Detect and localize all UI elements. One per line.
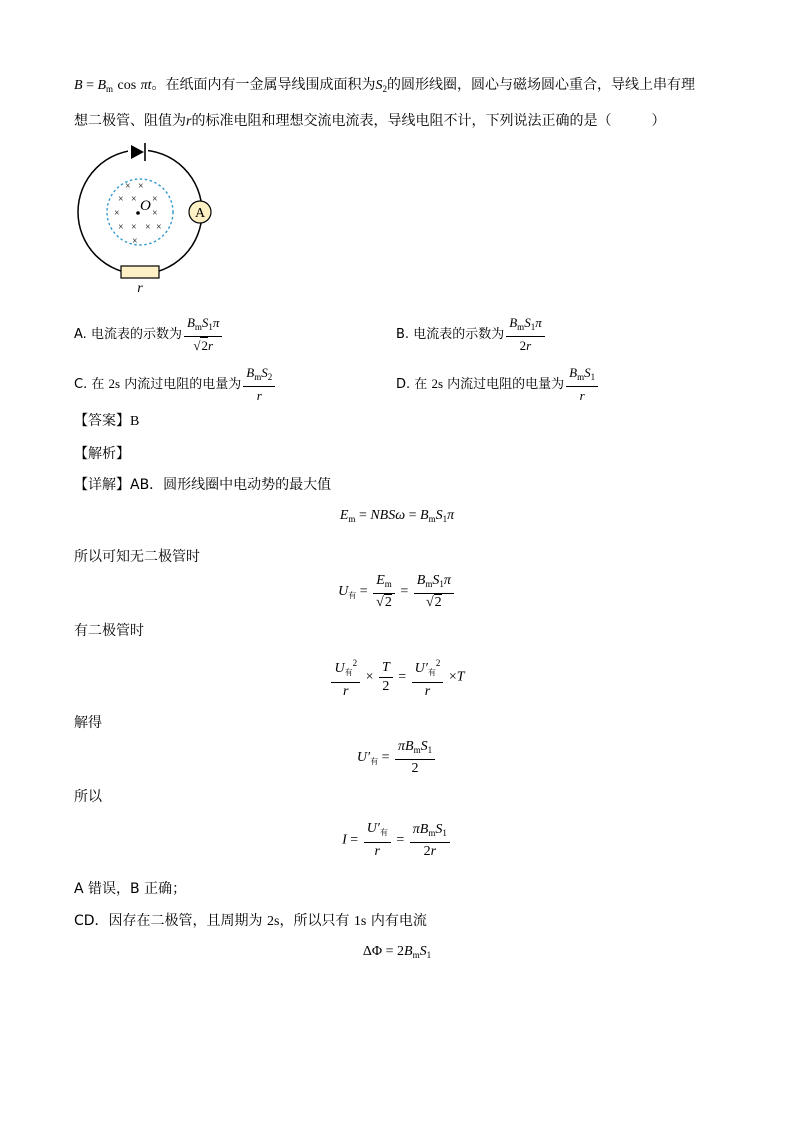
center-label: O (140, 198, 151, 214)
field-cross: × (138, 181, 144, 192)
diode-icon (128, 143, 148, 161)
text-solve: 解得 (74, 715, 102, 731)
equation-emf: $E_m = NBS\omega = B_mS_1\pi$ (339, 508, 455, 524)
field-cross: × (152, 194, 158, 205)
text-no-diode: 所以可知无二极管时 (74, 549, 200, 565)
option-c[interactable]: C. 在 2s 内流过电阻的电量为 $\frac{B_mS_2}{r}$ (74, 364, 277, 405)
resistor-label: r (137, 281, 143, 296)
field-cross: × (118, 222, 124, 233)
text-cd: CD．因存在二极管，且周期为 2s，所以只有 1s 内有电流 (74, 913, 427, 929)
text-therefore: 所以 (74, 789, 102, 805)
question-line-1: $B = B_m$ cos πt。在纸面内有一金属导线围成面积为$S_2$的圆形线圈，圆心与磁场圆心重合，导线上串有理 (74, 77, 696, 94)
formula-b: B (74, 78, 83, 93)
resistor-icon (121, 266, 159, 278)
ammeter-label: A (194, 206, 206, 221)
option-c-fraction: $\frac{B_mS_2}{r}$ (243, 364, 275, 405)
equation-u-eff: $U_有$ = $\frac{E_m}{√2}$ = $\frac{B_mS_1\pi}{√2}$ (0, 572, 794, 612)
text-conclusion-ab: A 错误，B 正确； (74, 881, 187, 897)
option-a-fraction: $\frac{B_mS_1\pi}{√2r}$ (184, 314, 222, 355)
option-d[interactable]: D. 在 2s 内流过电阻的电量为 $\frac{B_mS_1}{r}$ (396, 364, 600, 405)
text-with-diode: 有二极管时 (74, 623, 144, 639)
option-a[interactable]: A. 电流表的示数为 $\frac{B_mS_1\pi}{√2r}$ (74, 314, 224, 355)
ammeter-icon (189, 201, 211, 223)
field-cross: × (131, 194, 137, 205)
equation-energy: $\frac{U_有^2}{r}$ × $\frac{T}{2}$ = $\frac{U'_有^2}{r}$ ×T (0, 654, 794, 701)
question-line-2: 想二极管、阻值为r的标准电阻和理想交流电流表，导线电阻不计，下列说法正确的是（ ） (74, 113, 666, 129)
equation-u-prime: $U'_有$ = $\frac{\pi B_mS_1}{2}$ (0, 738, 794, 778)
field-cross: × (114, 208, 120, 219)
field-cross: × (131, 222, 137, 233)
detail-line: 【详解】AB．圆形线圈中电动势的最大值 (74, 477, 332, 493)
circuit-diagram (70, 138, 230, 298)
field-cross: × (132, 236, 138, 247)
field-cross: × (125, 181, 131, 192)
field-cross: × (145, 222, 151, 233)
analysis-heading: 【解析】 (74, 446, 130, 462)
field-cross: × (156, 222, 162, 233)
option-b-fraction: $\frac{B_mS_1\pi}{2r}$ (506, 314, 544, 355)
field-cross: × (118, 194, 124, 205)
equation-flux-change: $\Delta\Phi = 2B_mS_1$ (362, 944, 432, 960)
field-cross: × (152, 208, 158, 219)
equation-current: I = $\frac{U'_有}{r}$ = $\frac{\pi B_mS_1}{2r}$ (0, 820, 794, 861)
answer-line: 【答案】B (74, 413, 140, 429)
option-d-fraction: $\frac{B_mS_1}{r}$ (566, 364, 598, 405)
option-b[interactable]: B. 电流表的示数为 $\frac{B_mS_1\pi}{2r}$ (396, 314, 547, 355)
